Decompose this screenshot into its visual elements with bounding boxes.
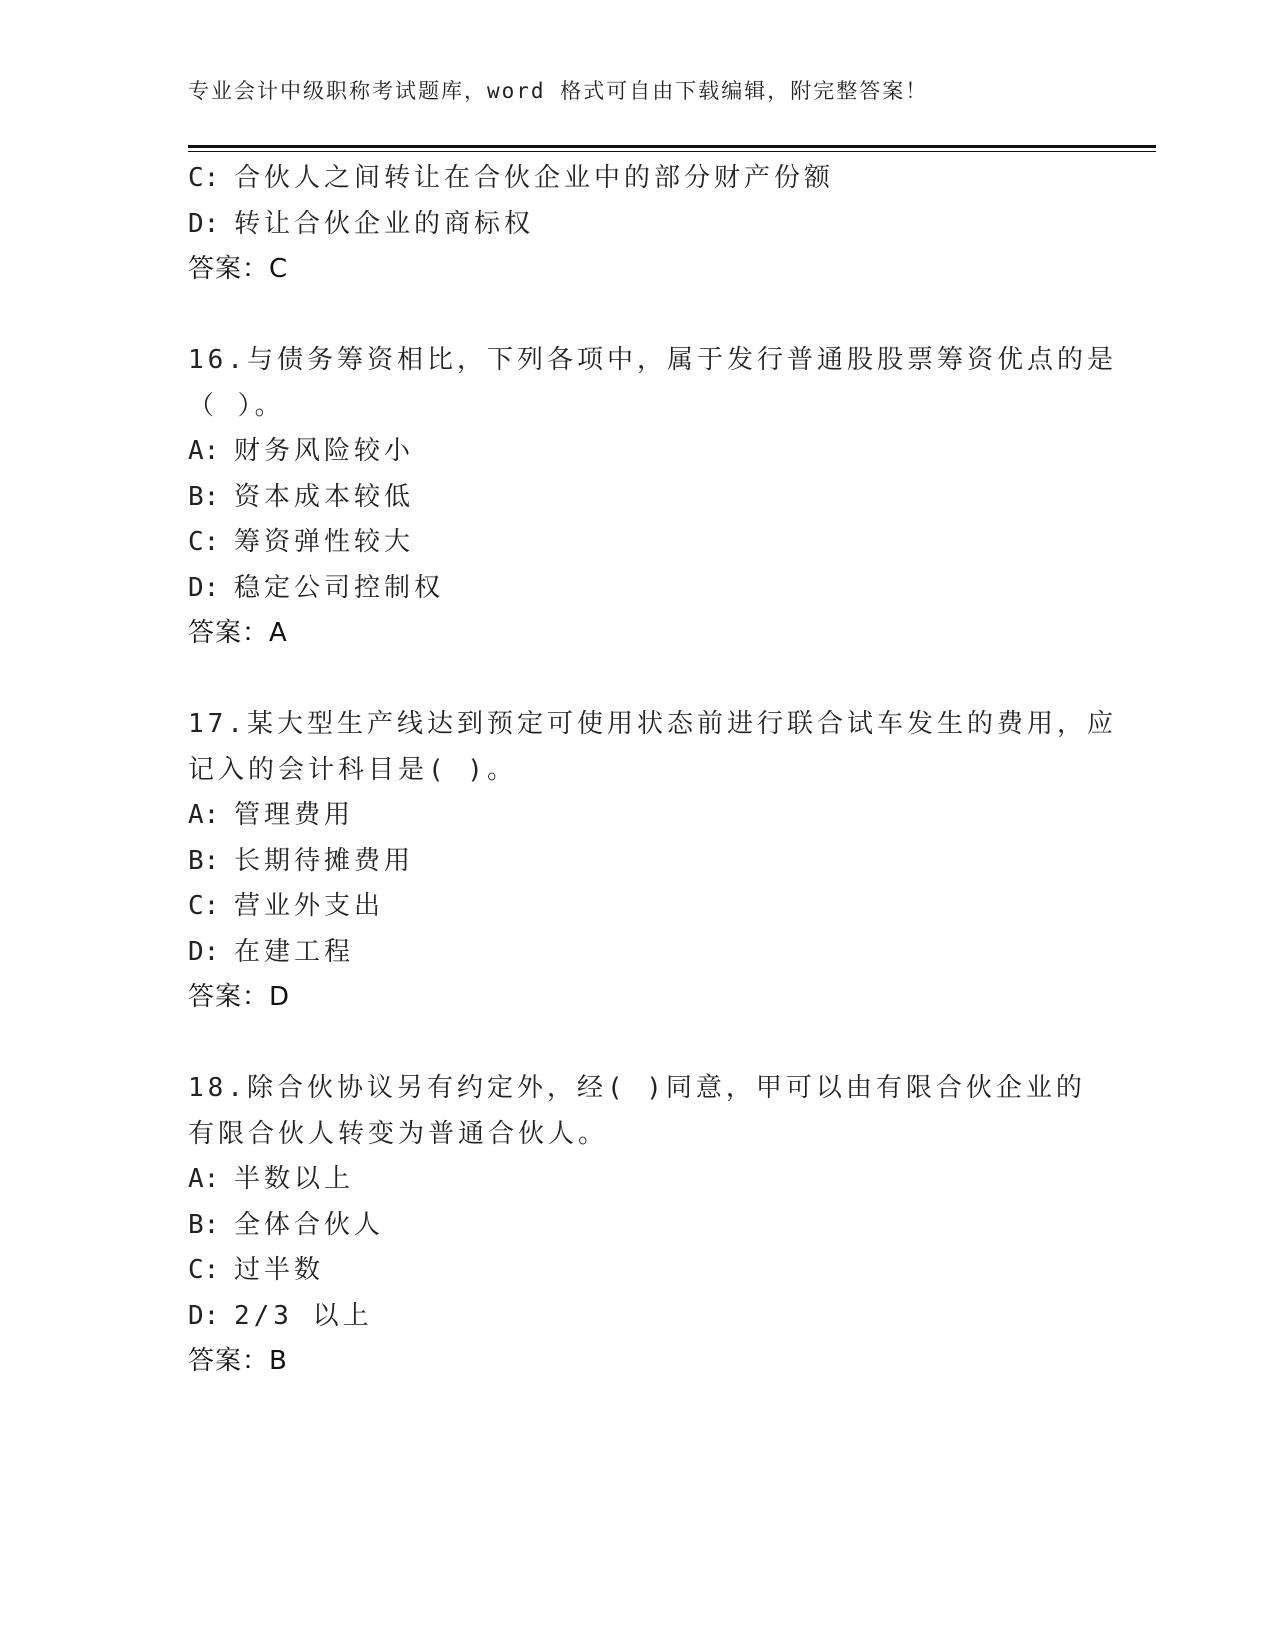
- option-text: 全体合伙人: [234, 1209, 385, 1240]
- option-line: [188, 930, 1088, 976]
- answer-line: 答案：B: [188, 1346, 288, 1376]
- option-letter: A:: [188, 436, 220, 466]
- option-text: 转让合伙企业的商标权: [234, 208, 535, 239]
- option-letter: D:: [188, 572, 220, 603]
- option-letter: D:: [188, 208, 220, 239]
- option-text: 合伙人之间转让在合伙企业中的部分财产份额: [234, 163, 835, 193]
- spacer: [188, 1021, 1088, 1067]
- question-text: 18.除合伙协议另有约定外，经( )同意，甲可以由有限合伙企业的: [188, 1073, 1086, 1103]
- option-text: 财务风险较小: [234, 436, 415, 466]
- option-text: 稳定公司控制权: [234, 572, 445, 603]
- option-line: [188, 202, 1088, 248]
- option-line: [188, 429, 1088, 475]
- option-text: 半数以上: [234, 1164, 355, 1194]
- option-text: 在建工程: [234, 936, 355, 967]
- option-letter: B:: [188, 1209, 220, 1240]
- header-rule: [188, 145, 1156, 148]
- question-text: 17.某大型生产线达到预定可使用状态前进行联合试车发生的费用，应: [188, 709, 1117, 739]
- option-line: [188, 156, 1088, 202]
- option-text: 资本成本较低: [234, 481, 415, 512]
- option-letter: D:: [188, 1300, 220, 1331]
- option-letter: C:: [188, 163, 220, 193]
- option-line: [188, 839, 1088, 885]
- option-text: 筹资弹性较大: [234, 527, 415, 557]
- question-18: [188, 1066, 1088, 1385]
- question-16: [188, 338, 1117, 657]
- option-line: [188, 1203, 1088, 1249]
- answer-line: 答案：D: [188, 982, 291, 1012]
- option-line: [188, 884, 1088, 930]
- question-text: 有限合伙人转变为普通合伙人。: [188, 1118, 609, 1149]
- option-line: [188, 566, 1088, 612]
- question-text: 记入的会计科目是( )。: [188, 754, 517, 785]
- question-text: 16.与债务筹资相比，下列各项中，属于发行普通股股票筹资优点的是: [188, 345, 1117, 375]
- option-letter: B:: [188, 481, 220, 512]
- option-line: [188, 1294, 1088, 1340]
- option-text: 过半数: [234, 1255, 325, 1285]
- spacer: [188, 293, 1088, 339]
- option-text: 2/3 以上: [234, 1300, 373, 1331]
- option-line: [188, 1157, 1088, 1203]
- option-line: [188, 475, 1088, 521]
- option-text: 管理费用: [234, 800, 355, 830]
- header-rule-thin: [188, 151, 1156, 152]
- option-letter: C:: [188, 527, 220, 557]
- option-letter: C:: [188, 891, 220, 921]
- option-letter: A:: [188, 1164, 220, 1194]
- question-text: （ ）。: [188, 390, 285, 421]
- option-letter: C:: [188, 1255, 220, 1285]
- page-header: 专业会计中级职称考试题库，word 格式可自由下载编辑，附完整答案！: [188, 79, 929, 103]
- option-letter: A:: [188, 800, 220, 830]
- option-letter: D:: [188, 936, 220, 967]
- option-text: 长期待摊费用: [234, 845, 415, 876]
- spacer: [188, 657, 1088, 703]
- option-letter: B:: [188, 845, 220, 876]
- option-text: 营业外支出: [234, 891, 385, 921]
- answer-line: 答案：A: [188, 618, 288, 648]
- option-line: [188, 520, 1088, 566]
- question-17: [188, 702, 1117, 1021]
- option-line: [188, 1248, 1088, 1294]
- answer-line: 答案：C: [188, 254, 289, 284]
- question-content: [188, 156, 1117, 1385]
- option-line: [188, 793, 1088, 839]
